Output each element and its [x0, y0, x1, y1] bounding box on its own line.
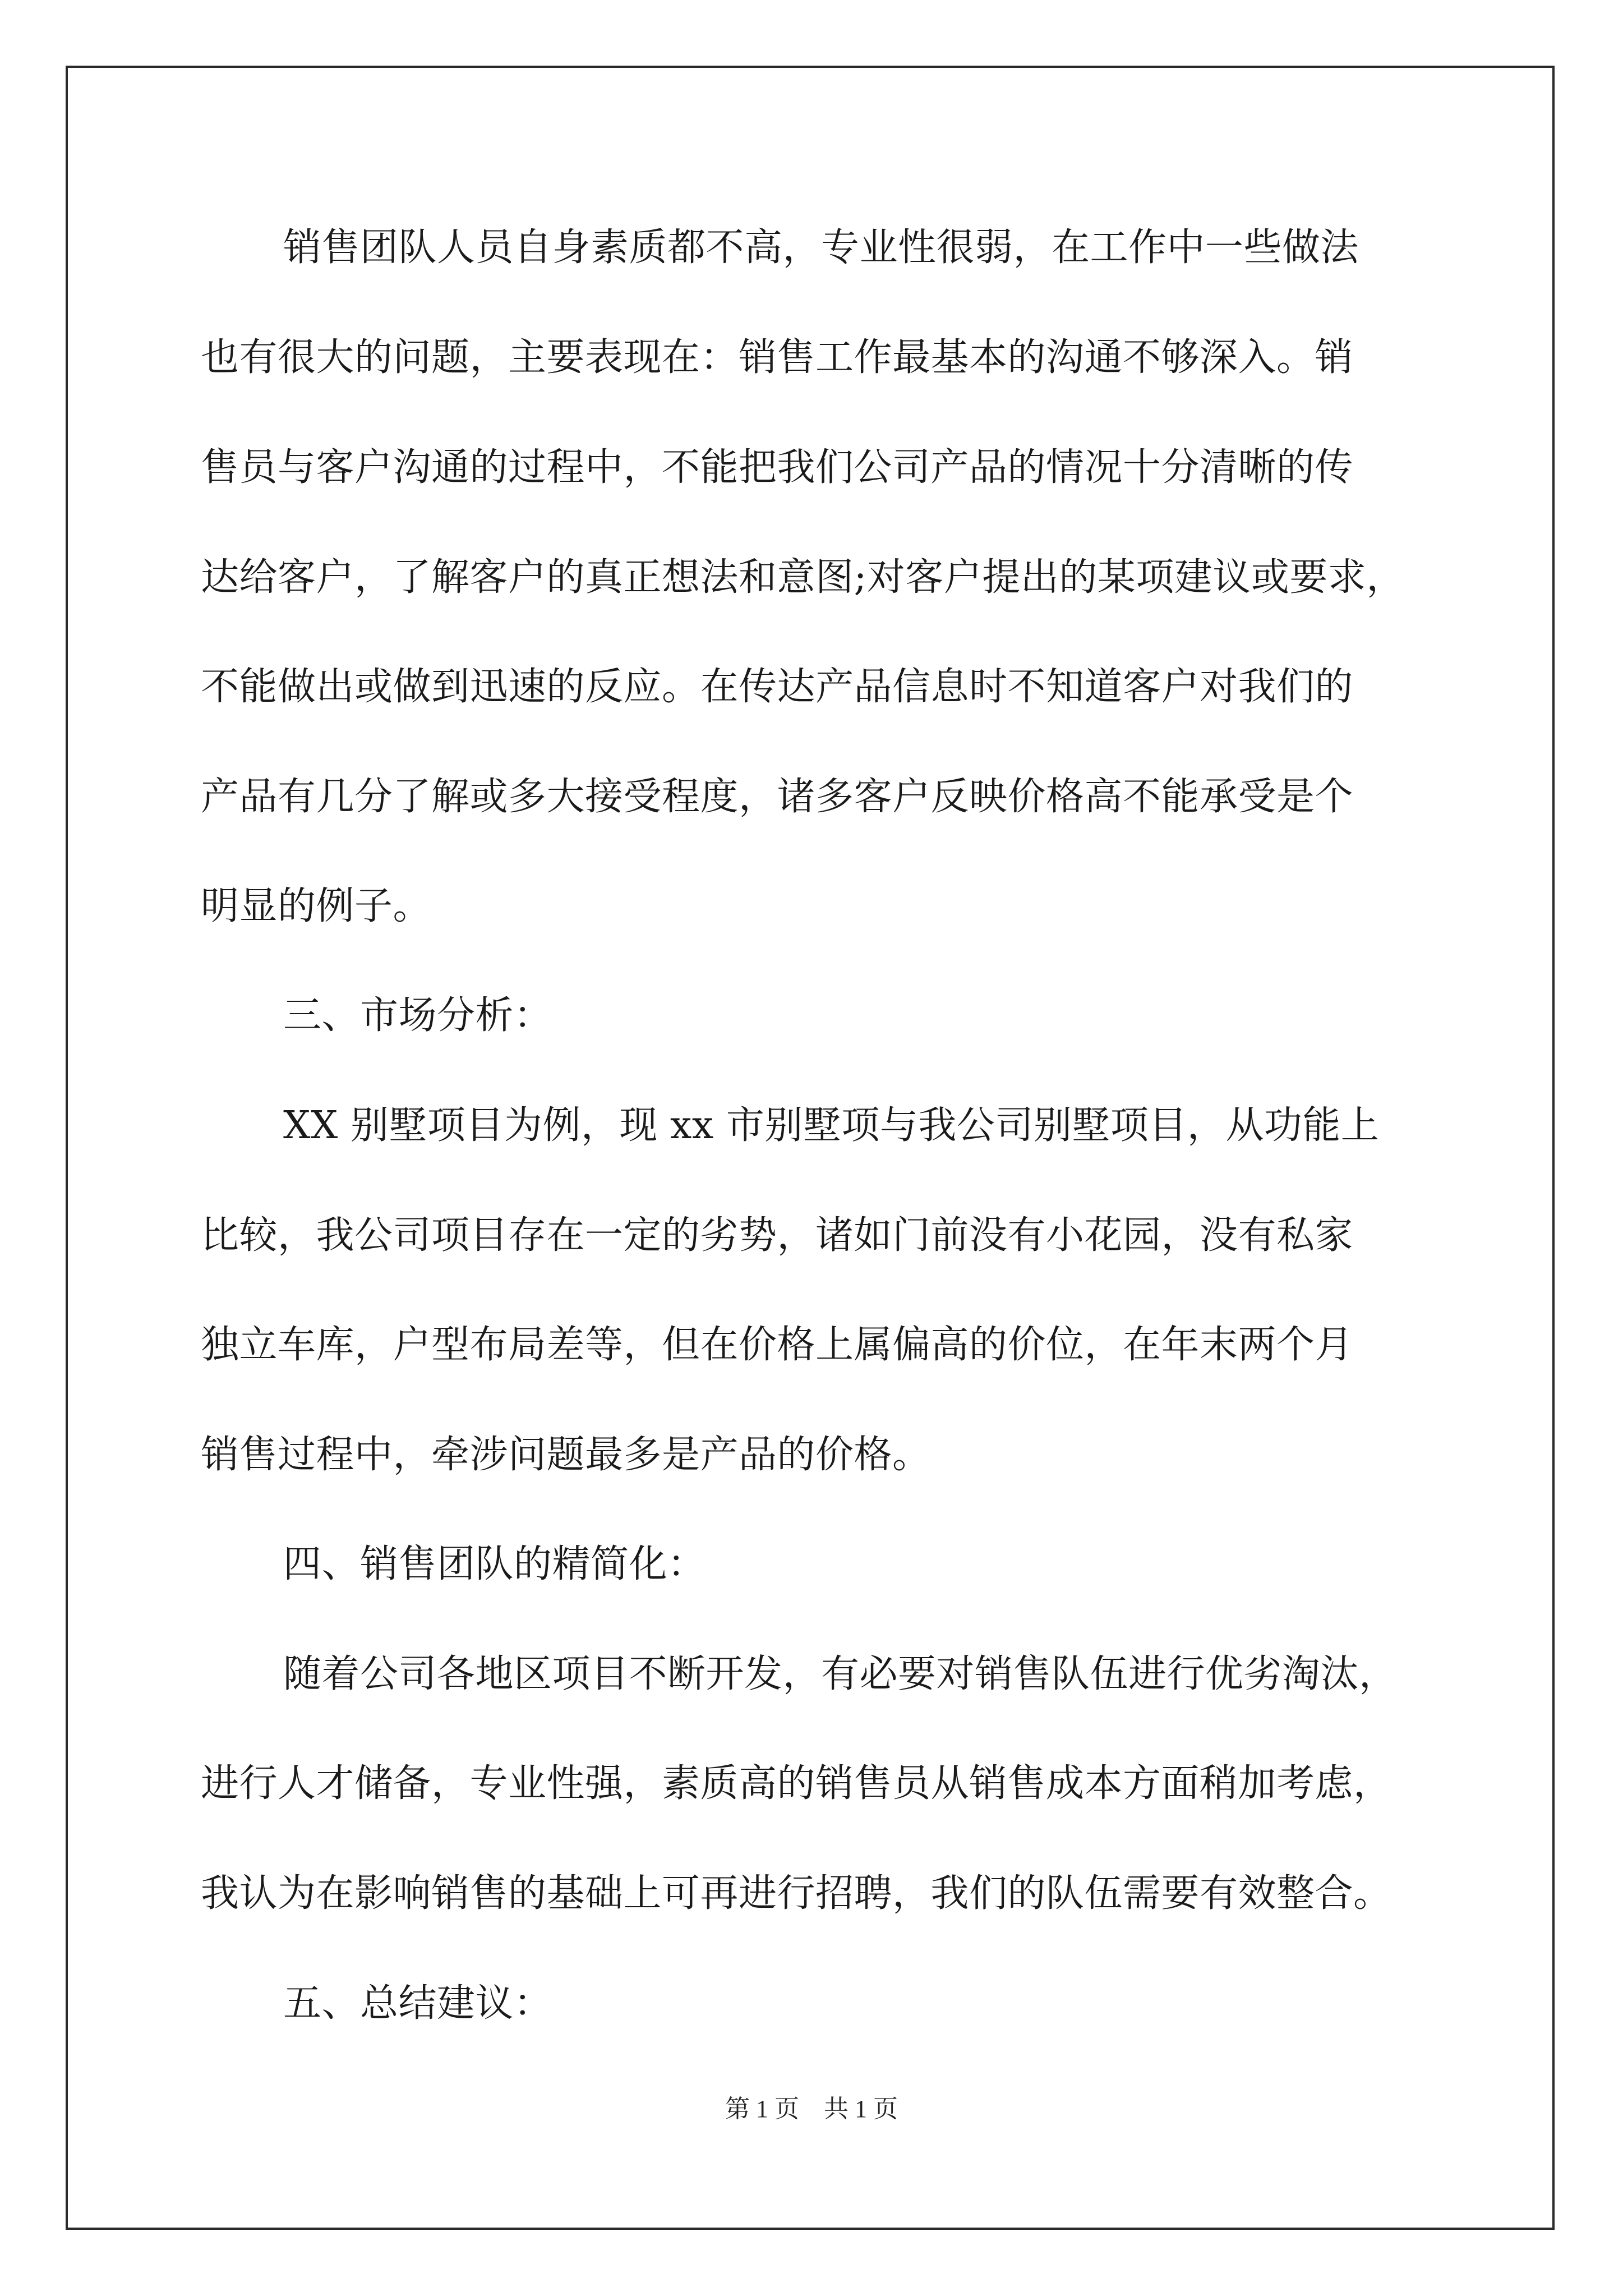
body-text-line: 产品有几分了解或多大接受程度，诸多客户反映价格高不能承受是个: [201, 775, 1354, 819]
page-number-footer: 第 1 页 共 1 页: [725, 2095, 898, 2123]
body-text-line: XX 别墅项目为例，现 xx 市别墅项与我公司别墅项目，从功能上: [283, 1103, 1380, 1148]
body-text-line: 销售过程中，牵涉问题最多是产品的价格。: [201, 1433, 931, 1477]
body-text-line: 随着公司各地区项目不断开发，有必要对销售队伍进行优劣淘汰，: [283, 1652, 1398, 1696]
body-text-line: 进行人才储备，专业性强，素质高的销售员从销售成本方面稍加考虑，: [201, 1761, 1392, 1806]
section-heading: 四、销售团队的精简化：: [283, 1542, 706, 1586]
body-text-line: 明显的例子。: [201, 884, 432, 928]
section-heading: 三、市场分析：: [283, 993, 552, 1038]
body-text-line: 我认为在影响销售的基础上可再进行招聘，我们的队伍需要有效整合。: [201, 1871, 1392, 1916]
body-text-line: 独立车库，户型布局差等，但在价格上属偏高的价位，在年末两个月: [201, 1323, 1354, 1367]
section-heading: 五、总结建议：: [283, 1981, 552, 2026]
body-text-line: 销售团队人员自身素质都不高，专业性很弱，在工作中一些做法: [283, 226, 1359, 270]
body-text-line: 也有很大的问题，主要表现在：销售工作最基本的沟通不够深入。销: [201, 335, 1354, 380]
body-text-line: 达给客户，了解客户的真正想法和意图;对客户提出的某项建议或要求，: [201, 555, 1405, 600]
body-text-line: 不能做出或做到迅速的反应。在传达产品信息时不知道客户对我们的: [201, 665, 1354, 709]
body-text-line: 售员与客户沟通的过程中，不能把我们公司产品的情况十分清晰的传: [201, 445, 1354, 490]
body-text-line: 比较，我公司项目存在一定的劣势，诸如门前没有小花园，没有私家: [201, 1213, 1354, 1258]
